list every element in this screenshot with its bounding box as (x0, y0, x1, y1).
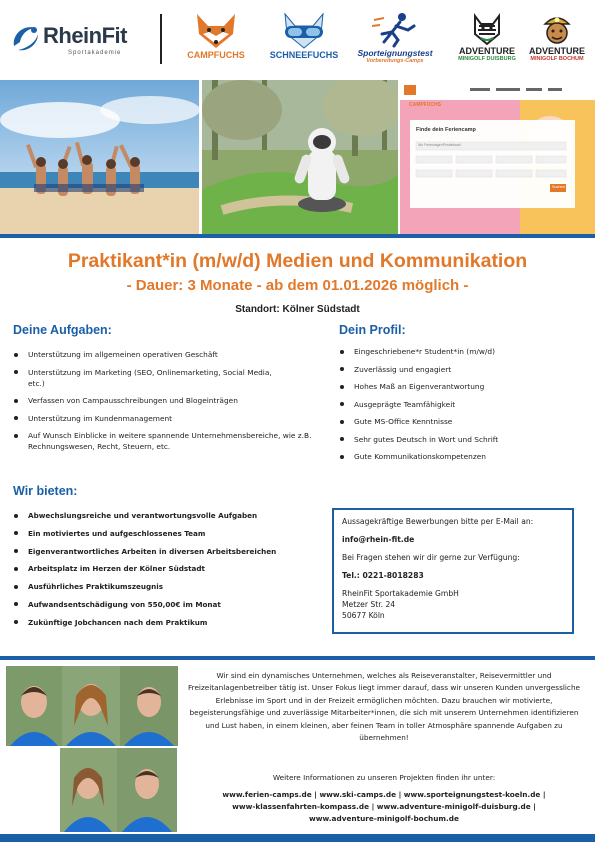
job-location: Standort: Kölner Südstadt (235, 304, 360, 315)
project-links-line-2[interactable]: www-klassenfahrten-kompass.de | www.adventure-minigolf-duisburg.de | (232, 802, 536, 811)
website-search-button: Suchen (552, 185, 565, 189)
offer-item: Aufwandsentschädigung von 550,00€ im Monat (13, 599, 323, 610)
photo-minigolf-astronaut (202, 80, 398, 234)
contact-city: 50677 Köln (342, 611, 385, 620)
profile-list (339, 346, 579, 469)
task-item: Auf Wunsch Einblicke in weitere spannende Unternehmensbereiche, wie z.B. Rechnungswesen, Recht, Steuern, etc. (13, 430, 313, 452)
website-search-placeholder: Wo Ferienlager/Postleitzahl (418, 143, 461, 147)
offer-item: Abwechslungsreiche und verantwortungsvolle Aufgaben (13, 510, 323, 521)
offer-heading: Wir bieten: (13, 484, 78, 498)
logo-bar (0, 0, 595, 80)
campfuchs-logo (176, 12, 256, 70)
sporteignungstest-sub: Vorbereitungs-Camps (366, 58, 424, 64)
task-item: Verfassen von Campausschreibungen und Blogeinträgen (13, 395, 313, 406)
task-item: Unterstützung im Kundenmanagement (13, 413, 313, 424)
project-links-line-1[interactable]: www.ferien-camps.de | www.ski-camps.de | www.sporteignungstest-koeln.de | (222, 790, 546, 799)
task-item: Unterstützung im allgemeinen operativen Geschäft (13, 349, 313, 360)
running-figure-icon (370, 12, 420, 48)
contact-phone[interactable]: Tel.: 0221-8018283 (342, 571, 424, 580)
rheinfit-swoosh-icon (10, 22, 42, 54)
divider-top (0, 234, 595, 238)
rheinfit-wordmark: RheinFit (43, 23, 127, 48)
website-logo: CAMPFUCHS (409, 102, 441, 108)
contact-street: Metzer Str. 24 (342, 600, 396, 609)
fox-icon (193, 12, 239, 50)
job-title: Praktikant*in (m/w/d) Medien und Kommunikation (67, 250, 528, 272)
offer-item: Eigenverantwortliches Arbeiten in diversen Arbeitsbereichen (13, 546, 323, 557)
task-item: Unterstützung im Marketing (SEO, Onlinemarketing, Social Media, etc.) (13, 367, 273, 389)
about-text: Wir sind ein dynamisches Unternehmen, welches als Reiseveranstalter, Reisevermittler und Freizeitanlagenbetreiber tätig ist. Unser Fokus liegt immer darauf, dass wir unseren Kunden unvergessliche Erlebnisse im Sport und in der Freizeit ermöglichen möchten. Dazu brauchen wir motivierte, begeisterungsfähige und zuverlässige Mitarbeiter*innen, die sich mit unserem Unternehmen identifizieren und Lust haben, in einem kleinen, aber feinen Team in toller Atmosphäre spannende Aufgaben zu übernehmen! (187, 671, 581, 743)
adventure-bochum-sub: MINIGOLF BOCHUM (530, 56, 584, 62)
offer-item: Zukünftige Jobchancen nach dem Praktikum (13, 617, 323, 628)
beach-photo-image (0, 80, 199, 234)
zebra-mascot-icon (467, 12, 507, 46)
tasks-heading: Deine Aufgaben: (13, 323, 112, 337)
profile-item: Hohes Maß an Eigenverantwortung (339, 381, 579, 392)
divider-middle (0, 656, 595, 660)
contact-email[interactable]: info@rhein-fit.de (342, 535, 415, 544)
rheinfit-logo (10, 20, 145, 64)
profile-item: Sehr gutes Deutsch in Wort und Schrift (339, 434, 579, 445)
contact-company: RheinFit Sportakademie GmbH (342, 589, 459, 598)
schneefuchs-label: SCHNEEFUCHS (269, 50, 339, 60)
contact-question: Bei Fragen stehen wir dir gerne zur Verfügung: (342, 553, 520, 562)
profile-item: Gute MS-Office Kenntnisse (339, 416, 579, 427)
offer-item: Ausführliches Praktikumszeugnis (13, 581, 323, 592)
adventure-duisburg-label: ADVENTURE (458, 46, 515, 56)
adventure-duisburg-sub: MINIGOLF DUISBURG (458, 56, 516, 62)
contact-intro: Aussagekräftige Bewerbungen bitte per E-Mail an: (342, 517, 534, 526)
sporteignungstest-logo (350, 12, 440, 70)
more-info-intro: Weitere Informationen zu unseren Projekten finden ihr unter: (272, 773, 496, 782)
schneefuchs-logo (264, 12, 344, 70)
logo-divider (160, 14, 162, 64)
photo-website-screenshot (400, 80, 595, 234)
profile-item: Zuverlässig und engagiert (339, 364, 579, 375)
snow-fox-goggles-icon (279, 12, 329, 50)
adventure-bochum-label: ADVENTURE (528, 46, 585, 56)
profile-item: Eingeschriebene*r Student*in (m/w/d) (339, 346, 579, 357)
team-photos-image (6, 666, 178, 832)
sporteignungstest-label: Sporteignungstest (357, 48, 433, 58)
profile-item: Gute Kommunikationskompetenzen (339, 451, 579, 462)
profile-heading: Dein Profil: (339, 323, 406, 337)
project-links-line-3[interactable]: www.adventure-minigolf-bochum.de (309, 814, 459, 823)
more-info (184, 772, 584, 825)
divider-bottom (0, 834, 595, 842)
rheinfit-tagline: Sportakademie (68, 50, 122, 56)
photo-beach-group (0, 80, 199, 234)
offer-list (13, 510, 323, 635)
adventure-duisburg-logo (454, 12, 520, 70)
job-duration: - Dauer: 3 Monate - ab dem 01.01.2026 möglich - (126, 277, 469, 294)
tasks-list (13, 349, 313, 459)
campfuchs-label: CAMPFUCHS (187, 50, 245, 60)
offer-item: Ein motiviertes und aufgeschlossenes Team (13, 528, 323, 539)
offer-item: Arbeitsplatz im Herzen der Kölner Südstadt (13, 563, 323, 574)
minigolf-photo-image (202, 80, 398, 234)
website-heading: Finde dein Feriencamp (416, 127, 476, 133)
contact-box (332, 508, 574, 634)
profile-item: Ausgeprägte Teamfähigkeit (339, 399, 579, 410)
adventure-bochum-logo (524, 12, 590, 70)
miner-mascot-icon (537, 12, 577, 46)
